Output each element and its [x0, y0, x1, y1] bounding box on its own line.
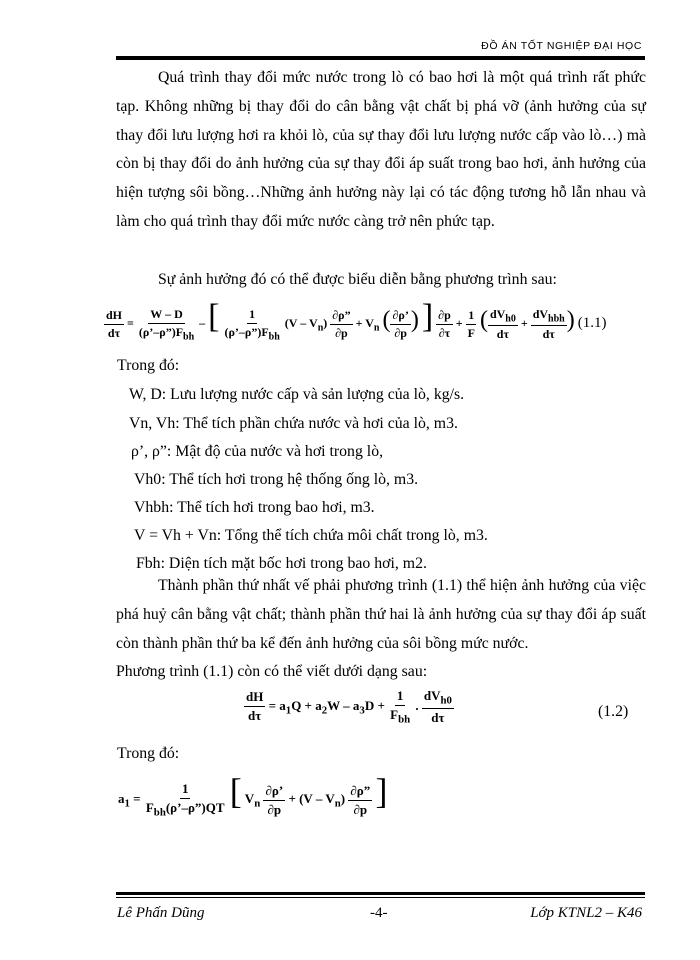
page-header-title: ĐỒ ÁN TỐT NGHIỆP ĐẠI HỌC [481, 40, 642, 52]
equation-1-2: $\frac{dH}{d\tau}$ = $a_1Q + a_2W - a_3D$ + $\frac{1}{F_{bh}}$ . $\frac{dV_{h0}}{d\tau}$ [246, 688, 452, 726]
footer-class: Lớp KTNL2 – K46 [530, 905, 642, 921]
definition-w-d: W, D: Lưu lượng nước cấp và sản lượng của lò, kg/s. [129, 386, 465, 403]
equation-number-1-1: (1.1) [577, 315, 607, 331]
equation-a1: $a_1$ = $\frac{1}{F_{bh}(\rho’-\rho”)QT}$ [ $V_n$ $\frac{\partial\rho’}{\partial p}$ + $(V - V_n)$ $\frac{\partial\rho”}{\partial p}$ ] [118, 771, 388, 819]
definition-v-total: V = Vh + Vn: Tổng thể tích chứa môi chất trong lò, m3. [134, 527, 488, 544]
definition-vh0: Vh0: Thể tích hơi trong hệ thống ống lò, m3. [134, 471, 419, 488]
where-label-1: Trong đó: [117, 357, 180, 374]
footer-divider [116, 892, 645, 898]
paragraph-equation-intro: Sự ảnh hưởng đó có thể được biểu diễn bằng phương trình sau: [158, 271, 557, 288]
paragraph-explanation: Thành phần thứ nhất vế phải phương trình (1.1) thể hiện ảnh hưởng của việc phá huỷ cân bằng vật chất; thành phần thứ hai là ảnh hưởng của sự thay đổi áp suất còn thành phần thứ ba kể đến ảnh hưởng của sôi bồng mức nước. [116, 577, 646, 652]
definition-density: ρ’, ρ”: Mật độ của nước và hơi trong lò, [131, 443, 384, 460]
paragraph-rewrite: Phương trình (1.1) còn có thể viết dưới dạng sau: [116, 663, 428, 680]
footer-page-number: -4- [370, 905, 388, 921]
footer-author: Lê Phấn Dũng [117, 905, 205, 921]
definition-vn-vh: Vn, Vh: Thể tích phần chứa nước và hơi của lò, m3. [129, 415, 458, 432]
header-divider [116, 56, 645, 60]
where-label-2: Trong đó: [117, 745, 180, 762]
definition-vhbh: Vhbh: Thể tích hơi trong bao hơi, m3. [134, 499, 375, 516]
equation-1-1: $\frac{dH}{d\tau}$ = $\frac{W - D}{(\rho’-\rho”)F_{bh}}$ – [ $\frac{1}{(\rho’-\rho”)F_{bh}}$ $(V - V_n)$ $\frac{\partial\rho”}{\partial p}$ + $V_n$ ( $\frac{\partial\rho’}{\partial p}$ ) ] $\frac{\partial p}{\partial\tau}$ + $\frac{1}{F}$ ( $\frac{dV_{h0}}{d\tau}$ + $\frac{dV_{hbh}}{d\tau}$ ) (1.1) [106, 298, 607, 342]
equation-number-1-2: (1.2) [598, 703, 629, 720]
paragraph-intro: Quá trình thay đổi mức nước trong lò có bao hơi là một quá trình rất phức tạp. Không những bị thay đổi do cân bằng vật chất bị phá vỡ (ảnh hưởng của sự thay đổi lưu lượng hơi ra khỏi lò, của sự thay đổi lưu lượng nước cấp vào lò…) mà còn bị thay đổi do ảnh hưởng của sự thay đổi áp suất trong bao hơi, ảnh hưởng của hiện tượng sôi bồng…Những ảnh hưởng này lại có tác động tương hỗ lẫn nhau và làm cho quá trình thay đổi mức nước càng trở nên phức tạp. [116, 69, 646, 230]
definition-fbh: Fbh: Diện tích mặt bốc hơi trong bao hơi, m2. [136, 555, 427, 572]
